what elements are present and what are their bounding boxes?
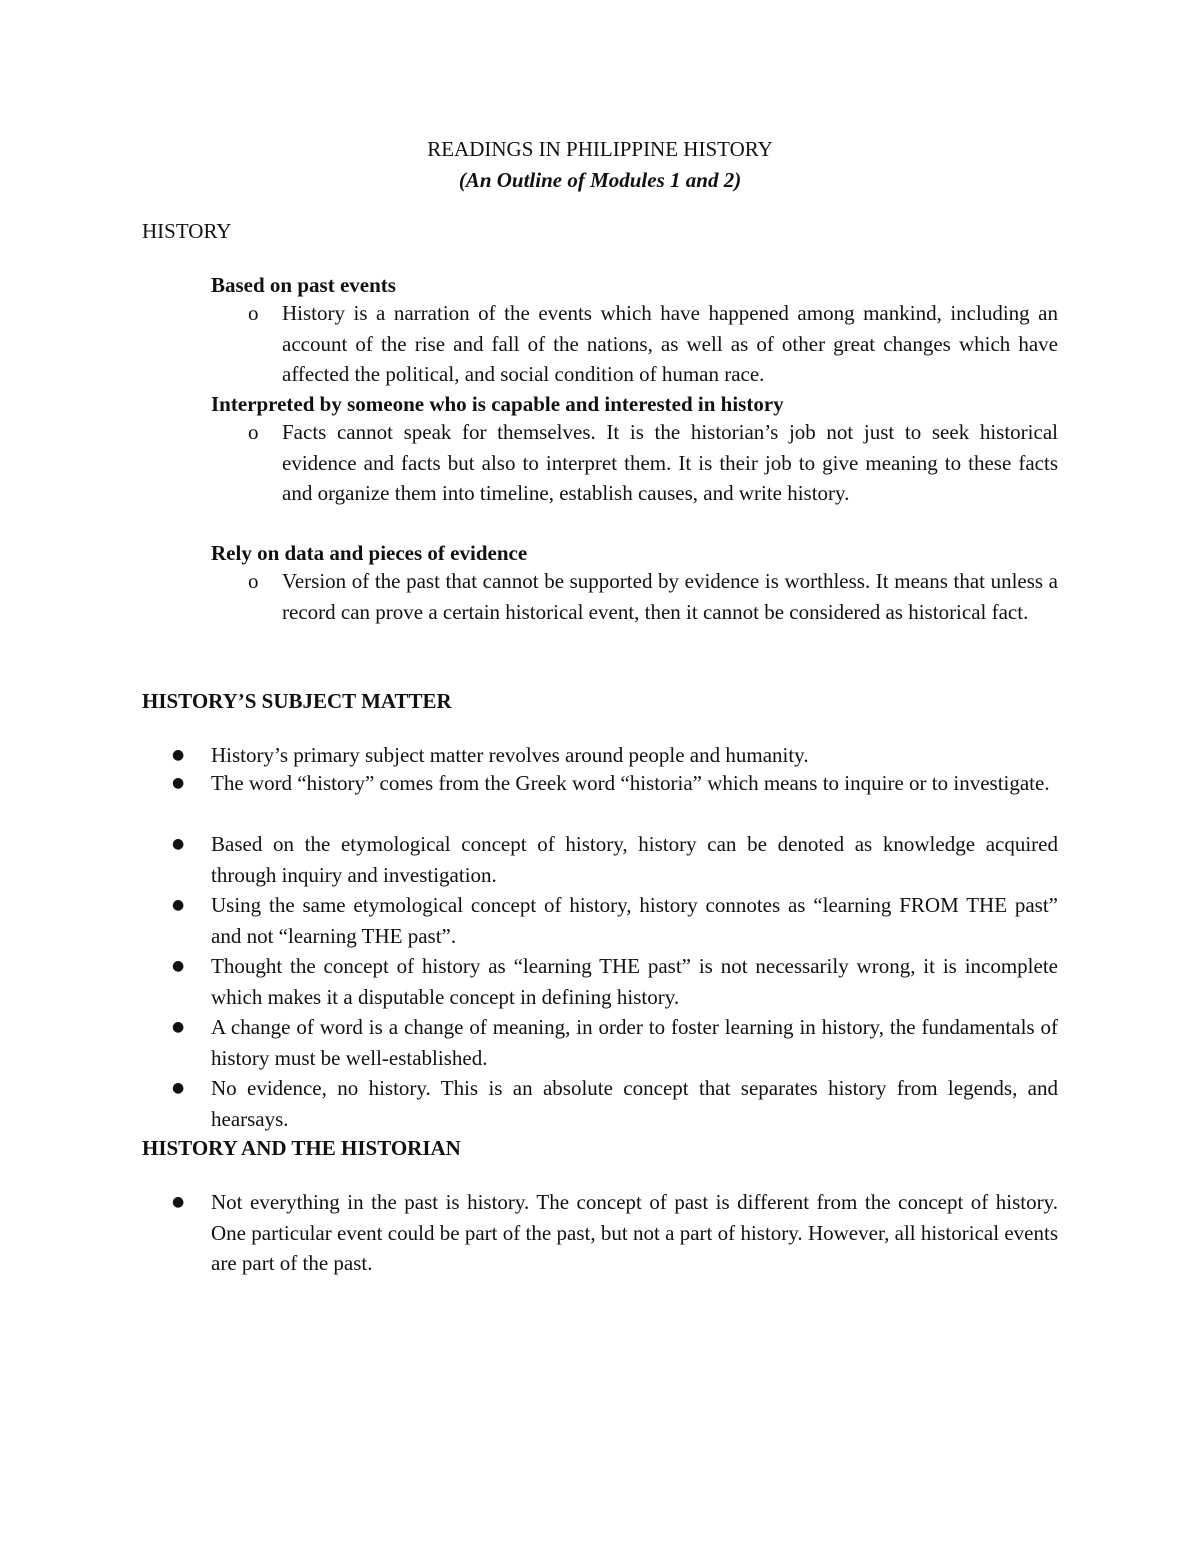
- list-item-text: History’s primary subject matter revolves around people and humanity.: [211, 743, 809, 767]
- list-item: [172, 951, 1058, 1012]
- list-marker: o: [248, 420, 259, 444]
- list-item-text: The word “history” comes from the Greek word “historia” which means to inquire or to investigate.: [211, 771, 1050, 795]
- subheading-interpreted: Interpreted by someone who is capable and interested in history: [211, 392, 784, 416]
- list-item-text: History is a narration of the events which have happened among mankind, including an account of the rise and fall of the nations, as well as of other great changes which have affected the political, and social condition of human race.: [282, 301, 1058, 386]
- list-item: [172, 1012, 1058, 1073]
- list-item-text: Using the same etymological concept of history, history connotes as “learning FROM THE past” and not “learning THE past”.: [211, 893, 1058, 948]
- section-heading-historian: HISTORY AND THE HISTORIAN: [142, 1136, 461, 1160]
- bullet-icon: ●: [172, 1194, 185, 1210]
- section-heading-history: HISTORY: [142, 219, 232, 243]
- bullet-icon: ●: [172, 1080, 185, 1096]
- section-heading-subject-matter: HISTORY’S SUBJECT MATTER: [142, 689, 452, 713]
- bullet-icon: ●: [172, 1019, 185, 1035]
- list-item: [172, 829, 1058, 890]
- list-item-text: Thought the concept of history as “learning THE past” is not necessarily wrong, it is incomplete which makes it a disputable concept in defining history.: [211, 954, 1058, 1009]
- list-item: [172, 890, 1058, 951]
- subheading-rely-on-data: Rely on data and pieces of evidence: [211, 541, 528, 565]
- list-item: [248, 298, 1058, 390]
- bullet-icon: ●: [172, 897, 185, 913]
- list-item: [172, 740, 1058, 771]
- list-item-text: Not everything in the past is history. The concept of past is different from the concept of history. One particular event could be part of the past, but not a part of history. However, all historical events are part of the past.: [211, 1190, 1058, 1275]
- list-marker: o: [248, 569, 259, 593]
- list-item-text: No evidence, no history. This is an absolute concept that separates history from legends, and hearsays.: [211, 1076, 1058, 1131]
- list-item-text: Based on the etymological concept of history, history can be denoted as knowledge acquired through inquiry and investigation.: [211, 832, 1058, 887]
- document-subtitle: (An Outline of Modules 1 and 2): [458, 168, 742, 192]
- list-item-text: Facts cannot speak for themselves. It is the historian’s job not just to seek historical evidence and facts but also to interpret them. It is their job to give meaning to these facts and organize them into timeline, establish causes, and write history.: [282, 420, 1058, 505]
- document-title: READINGS IN PHILIPPINE HISTORY: [427, 137, 773, 161]
- bullet-icon: ●: [172, 747, 185, 763]
- list-item: [248, 566, 1058, 627]
- list-marker: o: [248, 301, 259, 325]
- list-item: [248, 417, 1058, 509]
- list-item: [172, 1187, 1058, 1279]
- list-item: [172, 768, 1058, 799]
- bullet-icon: ●: [172, 958, 185, 974]
- bullet-icon: ●: [172, 775, 185, 791]
- list-item-text: A change of word is a change of meaning, in order to foster learning in history, the fundamentals of history must be well-established.: [211, 1015, 1058, 1070]
- list-item: [172, 1073, 1058, 1134]
- bullet-icon: ●: [172, 836, 185, 852]
- list-item-text: Version of the past that cannot be supported by evidence is worthless. It means that unless a record can prove a certain historical event, then it cannot be considered as historical fact.: [282, 569, 1058, 624]
- subheading-based-on-past-events: Based on past events: [211, 273, 396, 297]
